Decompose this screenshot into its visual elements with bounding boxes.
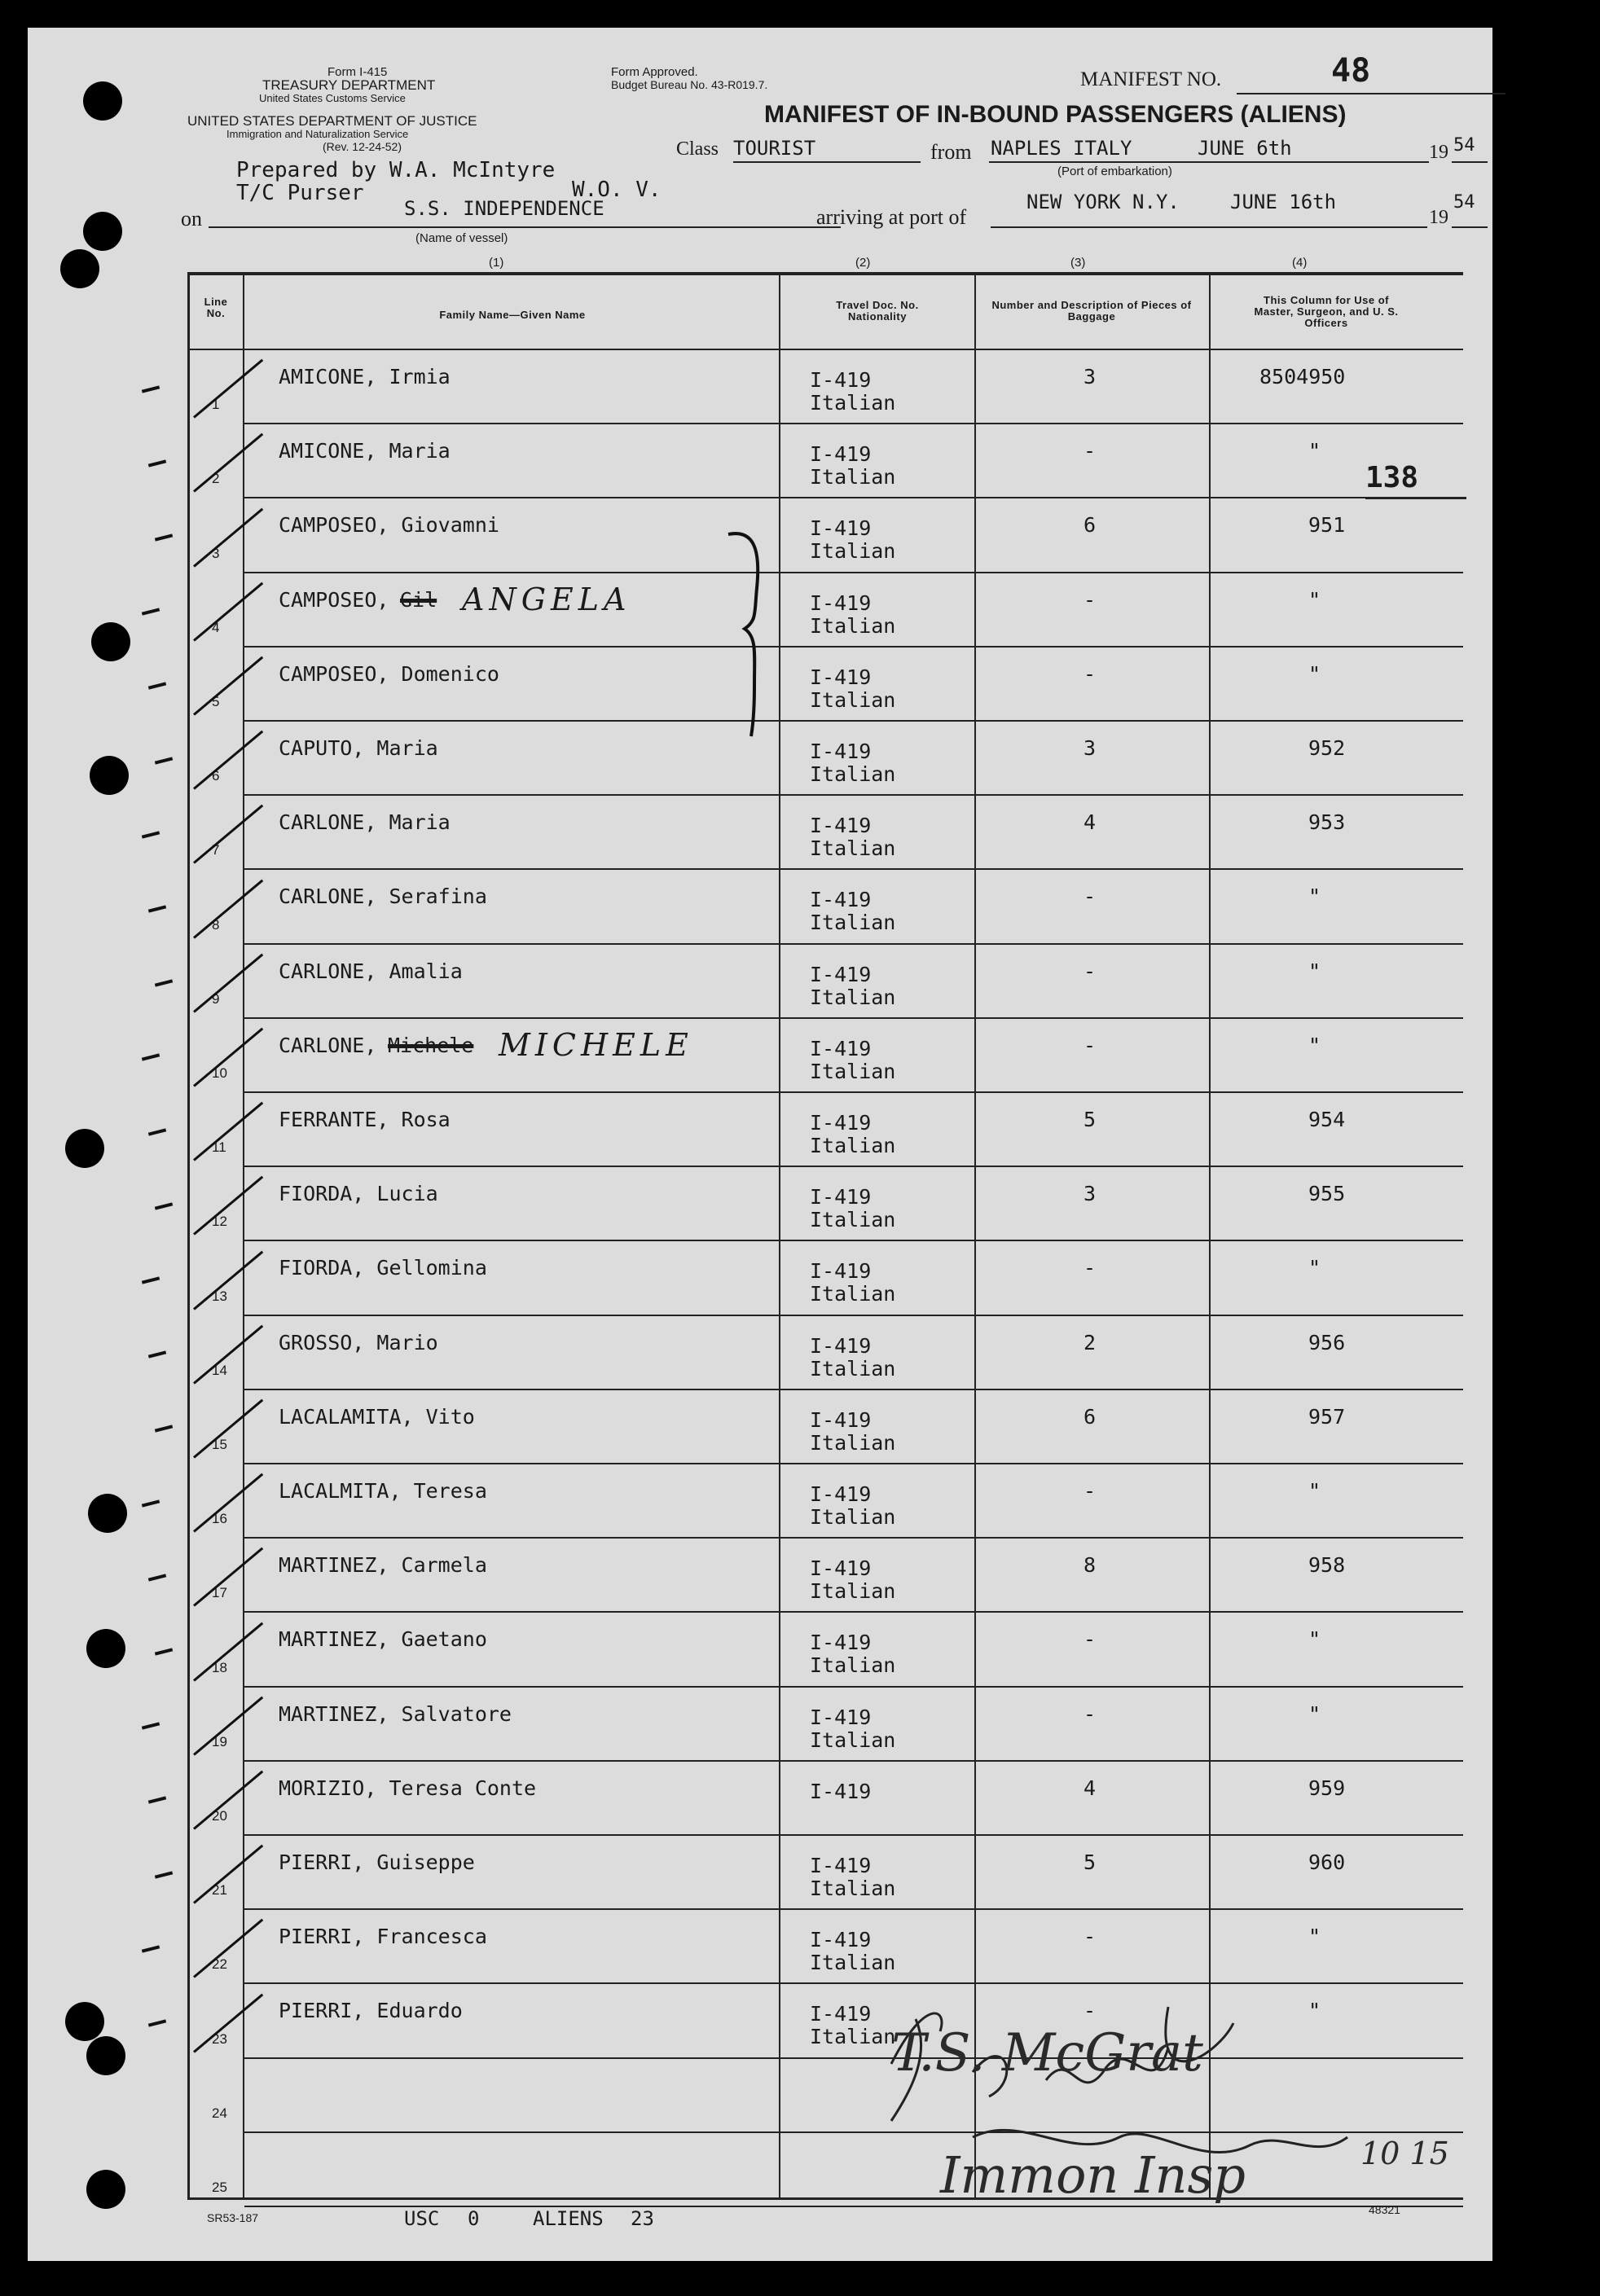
time-note: 10 15 [1360, 2136, 1449, 2171]
travel-doc-number: I-419 [810, 1928, 872, 1952]
travel-doc-number: I-419 [810, 962, 872, 986]
table-row [28, 350, 1492, 424]
baggage-count: 6 [1084, 1404, 1097, 1429]
check-mark-icon [193, 1176, 263, 1236]
table-row [28, 1613, 1492, 1687]
print-number: 48321 [1369, 2203, 1400, 2216]
line-number: 7 [212, 842, 220, 858]
check-mark-icon [193, 1399, 263, 1459]
baggage-count: 4 [1084, 1776, 1097, 1800]
margin-dash-icon [148, 1574, 166, 1581]
passenger-name: LACALMITA, Teresa [279, 1479, 487, 1503]
col-header-name: Family Name—Given Name [439, 309, 586, 321]
line-number: 15 [212, 1436, 227, 1452]
passenger-name: CARLONE, [279, 1033, 377, 1057]
passenger-name: PIERRI, Eduardo [279, 1999, 463, 2023]
struck-given-name: Michele [388, 1033, 474, 1057]
handwritten-correction: MICHELE [499, 1026, 693, 1063]
line-number: 19 [212, 1733, 227, 1749]
nationality: Italian [810, 465, 896, 489]
check-mark-icon [193, 1622, 263, 1681]
line-number: 14 [212, 1362, 227, 1378]
travel-doc-number: I-419 [810, 442, 872, 467]
line-number: 8 [212, 916, 220, 933]
check-mark-icon [193, 433, 263, 493]
check-mark-icon [193, 953, 263, 1012]
officer-number: 954 [1308, 1108, 1346, 1131]
officer-number: " [1308, 1479, 1321, 1503]
line-number: 22 [212, 1956, 227, 1973]
travel-doc-number: I-419 [810, 1111, 872, 1135]
baggage-count: - [1084, 439, 1097, 463]
check-mark-icon [193, 805, 263, 864]
ins-service: Immigration and Naturalization Service [226, 128, 409, 140]
margin-dash-icon [142, 385, 160, 393]
check-mark-icon [193, 1845, 263, 1904]
table-row [28, 870, 1492, 944]
prepared-by: Prepared by W.A. McIntyre [236, 158, 556, 182]
port-embark-caption: (Port of embarkation) [1057, 165, 1172, 178]
check-mark-icon [193, 1473, 263, 1533]
table-row [28, 945, 1492, 1019]
margin-dash-icon [155, 980, 173, 987]
officer-number: 959 [1308, 1776, 1346, 1800]
margin-dash-icon [142, 608, 160, 616]
check-mark-icon [193, 1250, 263, 1310]
baggage-count: 8 [1084, 1553, 1097, 1578]
margin-dash-icon [155, 1648, 173, 1655]
officer-number: 957 [1308, 1404, 1346, 1429]
officer-number: 951 [1308, 513, 1346, 538]
travel-doc-number: I-419 [810, 516, 872, 541]
table-row [28, 1910, 1492, 1984]
line-number: 10 [212, 1065, 227, 1081]
nationality: Italian [810, 1653, 896, 1678]
margin-dash-icon [142, 1054, 160, 1061]
nationality: Italian [810, 1282, 896, 1306]
passenger-name: CAPUTO, Maria [279, 736, 438, 760]
col-number-2: (2) [855, 256, 871, 270]
baggage-count: 3 [1084, 1182, 1097, 1206]
margin-dash-icon [148, 905, 166, 912]
officer-number: " [1308, 1925, 1321, 1949]
nationality: Italian [810, 2025, 896, 2049]
nationality: Italian [810, 1877, 896, 1900]
passenger-name: CARLONE, Amalia [279, 959, 463, 983]
baggage-count: - [1084, 1701, 1097, 1726]
check-mark-icon [193, 731, 263, 790]
manifest-no-label: MANIFEST NO. [1080, 68, 1222, 90]
nationality: Italian [810, 1579, 896, 1604]
check-mark-icon [193, 1028, 263, 1087]
passenger-table [28, 28, 1492, 2261]
table-row [28, 1836, 1492, 1910]
check-mark-icon [193, 1696, 263, 1755]
line-number: 3 [212, 545, 220, 561]
table-row [28, 1539, 1492, 1613]
check-mark-icon [193, 507, 263, 567]
nationality: Italian [810, 836, 896, 861]
passenger-name: PIERRI, Guiseppe [279, 1850, 475, 1874]
embark-date: JUNE 6th [1198, 137, 1292, 160]
line-number: 21 [212, 1882, 227, 1899]
baggage-count: 5 [1084, 1850, 1097, 1874]
check-mark-icon [193, 1102, 263, 1161]
baggage-count: - [1084, 885, 1097, 909]
form-approved: Form Approved. [611, 65, 698, 79]
travel-doc-number: I-419 [810, 888, 872, 912]
wov-mark: W.O. V. [572, 178, 662, 202]
class-label: Class [676, 138, 719, 160]
margin-dash-icon [142, 1723, 160, 1730]
passenger-name: LACALAMITA, Vito [279, 1404, 475, 1429]
form-revision: (Rev. 12-24-52) [323, 140, 402, 153]
customs-service: United States Customs Service [259, 92, 406, 104]
officer-number: 955 [1308, 1182, 1346, 1206]
table-row [28, 1316, 1492, 1390]
nationality: Italian [810, 1505, 896, 1529]
line-number: 12 [212, 1214, 227, 1230]
travel-doc-number: I-419 [810, 1779, 872, 1803]
col-header-travel-doc: Travel Doc. No. Nationality [836, 299, 919, 323]
line-number: 20 [212, 1807, 227, 1824]
table-row [28, 1019, 1492, 1093]
struck-given-name: Gil [400, 587, 437, 612]
line-number: 13 [212, 1288, 227, 1304]
table-row [28, 1688, 1492, 1762]
check-mark-icon [193, 1919, 263, 1978]
officer-number: 960 [1308, 1850, 1346, 1874]
justice-dept: UNITED STATES DEPARTMENT OF JUSTICE [187, 113, 477, 129]
baggage-count: - [1084, 1033, 1097, 1057]
check-mark-icon [193, 1547, 263, 1607]
margin-dash-icon [148, 2019, 166, 2026]
travel-doc-number: I-419 [810, 740, 872, 763]
arrival-date: JUNE 16th [1230, 191, 1337, 213]
margin-dash-icon [155, 533, 173, 541]
check-mark-icon [193, 359, 263, 419]
table-row [28, 1093, 1492, 1167]
check-mark-icon [193, 1993, 263, 2052]
col-header-officers: This Column for Use of Master, Surgeon, and U. S. Officers [1254, 294, 1399, 329]
table-row [28, 1464, 1492, 1539]
margin-dash-icon [148, 1797, 166, 1804]
vessel-caption: (Name of vessel) [415, 231, 508, 245]
signature-text-1: T.S. McGrat [891, 2023, 1203, 2083]
passenger-name: CARLONE, Serafina [279, 885, 487, 909]
passenger-name: CAMPOSEO, Giovamni [279, 513, 499, 538]
travel-doc-number: I-419 [810, 1036, 872, 1060]
line-number: 23 [212, 2030, 227, 2047]
nationality: Italian [810, 1134, 896, 1157]
manifest-number: 48 [1331, 52, 1371, 90]
officer-number: 956 [1308, 1330, 1346, 1354]
passenger-name: MORIZIO, Teresa Conte [279, 1776, 537, 1800]
margin-dash-icon [148, 1128, 166, 1135]
table-row [28, 424, 1492, 498]
baggage-count: 2 [1084, 1330, 1097, 1354]
line-number: 18 [212, 1659, 227, 1675]
nationality: Italian [810, 762, 896, 786]
travel-doc-number: I-419 [810, 2002, 872, 2026]
budget-bureau: Budget Bureau No. 43-R019.7. [611, 78, 768, 91]
baggage-count: - [1084, 587, 1097, 612]
nationality: Italian [810, 539, 896, 564]
officer-number: 953 [1308, 810, 1346, 835]
embark-port: NAPLES ITALY [991, 137, 1132, 160]
travel-doc-number: I-419 [810, 1631, 872, 1655]
nationality: Italian [810, 1727, 896, 1752]
officer-number: " [1308, 661, 1321, 686]
passenger-name: AMICONE, Irmia [279, 365, 451, 389]
purser: T/C Purser [236, 181, 364, 205]
passenger-name: MARTINEZ, Carmela [279, 1553, 487, 1578]
margin-dash-icon [142, 831, 160, 838]
line-number: 16 [212, 1511, 227, 1527]
officer-number: " [1308, 1033, 1321, 1057]
line-number: 9 [212, 990, 220, 1007]
margin-dash-icon [155, 1202, 173, 1209]
travel-doc-number: I-419 [810, 1854, 872, 1877]
margin-dash-icon [155, 1425, 173, 1433]
col-number-1: (1) [489, 256, 504, 270]
line-number: 17 [212, 1585, 227, 1601]
officer-number: " [1308, 1701, 1321, 1726]
travel-doc-number: I-419 [810, 814, 872, 838]
officer-number: " [1308, 1999, 1321, 2023]
page-title: MANIFEST OF IN-BOUND PASSENGERS (ALIENS) [764, 101, 1347, 128]
line-number: 25 [212, 2179, 227, 2195]
nationality: Italian [810, 687, 896, 712]
passenger-name: MARTINEZ, Gaetano [279, 1627, 487, 1652]
treasury-dept: TREASURY DEPARTMENT [262, 77, 436, 93]
passenger-name: CAMPOSEO, [279, 587, 389, 612]
table-row [28, 1167, 1492, 1241]
nationality: Italian [810, 1430, 896, 1455]
aliens-label: ALIENS [533, 2207, 604, 2230]
nationality: Italian [810, 1356, 896, 1381]
table-row [28, 1241, 1492, 1315]
travel-doc-number: I-419 [810, 1407, 872, 1432]
margin-dash-icon [155, 1871, 173, 1878]
usc-label: USC [404, 2207, 440, 2230]
baggage-count: 5 [1084, 1108, 1097, 1131]
nationality: Italian [810, 1059, 896, 1083]
handwritten-correction: ANGELA [462, 581, 631, 617]
col-number-3: (3) [1070, 256, 1086, 270]
check-mark-icon [193, 1771, 263, 1830]
line-number: 5 [212, 693, 220, 709]
officer-number: 8504950 [1259, 365, 1346, 389]
check-mark-icon [193, 582, 263, 641]
travel-doc-number: I-419 [810, 368, 872, 392]
manifest-sheet [28, 28, 1492, 2261]
nationality: Italian [810, 911, 896, 935]
form-number: Form I-415 [327, 65, 388, 79]
margin-dash-icon [148, 1351, 166, 1359]
officer-number: 952 [1308, 736, 1346, 760]
side-mark-number: 138 [1365, 461, 1419, 494]
col-header-line-no: Line No. [204, 296, 228, 319]
margin-dash-icon [148, 683, 166, 690]
margin-dash-icon [148, 459, 166, 467]
line-number: 11 [212, 1139, 226, 1156]
passenger-name: AMICONE, Maria [279, 439, 451, 463]
travel-doc-number: I-419 [810, 1482, 872, 1506]
travel-doc-number: I-419 [810, 1705, 872, 1729]
travel-doc-number: I-419 [810, 1259, 872, 1284]
check-mark-icon [193, 1324, 263, 1384]
baggage-count: - [1084, 959, 1097, 983]
table-row [28, 1390, 1492, 1464]
check-mark-icon [193, 656, 263, 716]
officer-number: " [1308, 1627, 1321, 1652]
arrival-port: NEW YORK N.Y. [1026, 191, 1180, 213]
class-value: TOURIST [733, 137, 816, 160]
line-number: 24 [212, 2105, 227, 2121]
form-code: SR53-187 [207, 2211, 259, 2224]
line-number: 4 [212, 619, 220, 635]
baggage-count: - [1084, 1925, 1097, 1949]
line-number: 1 [212, 397, 220, 413]
officer-number: " [1308, 1256, 1321, 1280]
baggage-count: - [1084, 1256, 1097, 1280]
baggage-count: 3 [1084, 736, 1097, 760]
passenger-name: FERRANTE, Rosa [279, 1108, 451, 1131]
passenger-name: CARLONE, Maria [279, 810, 451, 835]
baggage-count: 3 [1084, 365, 1097, 389]
col-number-4: (4) [1292, 256, 1308, 270]
travel-doc-number: I-419 [810, 1185, 872, 1209]
baggage-count: 6 [1084, 513, 1097, 538]
table-row [28, 796, 1492, 870]
nationality: Italian [810, 985, 896, 1009]
vessel-name: S.S. INDEPENDENCE [404, 197, 604, 220]
nationality: Italian [810, 613, 896, 638]
line-number: 2 [212, 471, 220, 487]
col-header-baggage: Number and Description of Pieces of Baggage [991, 299, 1192, 323]
baggage-count: - [1084, 1999, 1097, 2023]
arriving-label: arriving at port of [816, 205, 967, 229]
officer-number: " [1308, 885, 1321, 909]
on-label: on [181, 207, 202, 230]
embark-year-suffix: 54 [1453, 135, 1475, 156]
baggage-count: - [1084, 1479, 1097, 1503]
officer-number: " [1308, 587, 1321, 612]
arrival-year-suffix: 54 [1453, 192, 1475, 213]
nationality: Italian [810, 1208, 896, 1232]
margin-dash-icon [142, 1276, 160, 1284]
arrival-year-prefix: 19 [1429, 207, 1448, 228]
family-bracket [696, 523, 777, 743]
officer-number: 958 [1308, 1553, 1346, 1578]
embark-year-prefix: 19 [1429, 142, 1448, 163]
margin-dash-icon [142, 1499, 160, 1507]
passenger-name: CAMPOSEO, Domenico [279, 661, 499, 686]
passenger-name: FIORDA, Lucia [279, 1182, 438, 1206]
passenger-name: FIORDA, Gellomina [279, 1256, 487, 1280]
officer-number: " [1308, 439, 1321, 463]
margin-dash-icon [142, 1945, 160, 1952]
travel-doc-number: I-419 [810, 1556, 872, 1581]
signature-text-2: Immon Insp [940, 2145, 1246, 2205]
margin-dash-icon [155, 757, 173, 764]
nationality: Italian [810, 391, 896, 415]
check-mark-icon [193, 879, 263, 938]
nationality: Italian [810, 1951, 896, 1975]
aliens-count: 23 [631, 2207, 654, 2230]
passenger-name: GROSSO, Mario [279, 1330, 438, 1354]
table-row [28, 1762, 1492, 1836]
from-label: from [930, 140, 972, 164]
travel-doc-number: I-419 [810, 590, 872, 615]
travel-doc-number: I-419 [810, 1333, 872, 1358]
travel-doc-number: I-419 [810, 665, 872, 689]
usc-count: 0 [468, 2207, 480, 2230]
officer-number: " [1308, 959, 1321, 983]
line-number: 6 [212, 768, 220, 784]
baggage-count: 4 [1084, 810, 1097, 835]
passenger-name: MARTINEZ, Salvatore [279, 1701, 512, 1726]
baggage-count: - [1084, 661, 1097, 686]
passenger-name: PIERRI, Francesca [279, 1925, 487, 1949]
baggage-count: - [1084, 1627, 1097, 1652]
